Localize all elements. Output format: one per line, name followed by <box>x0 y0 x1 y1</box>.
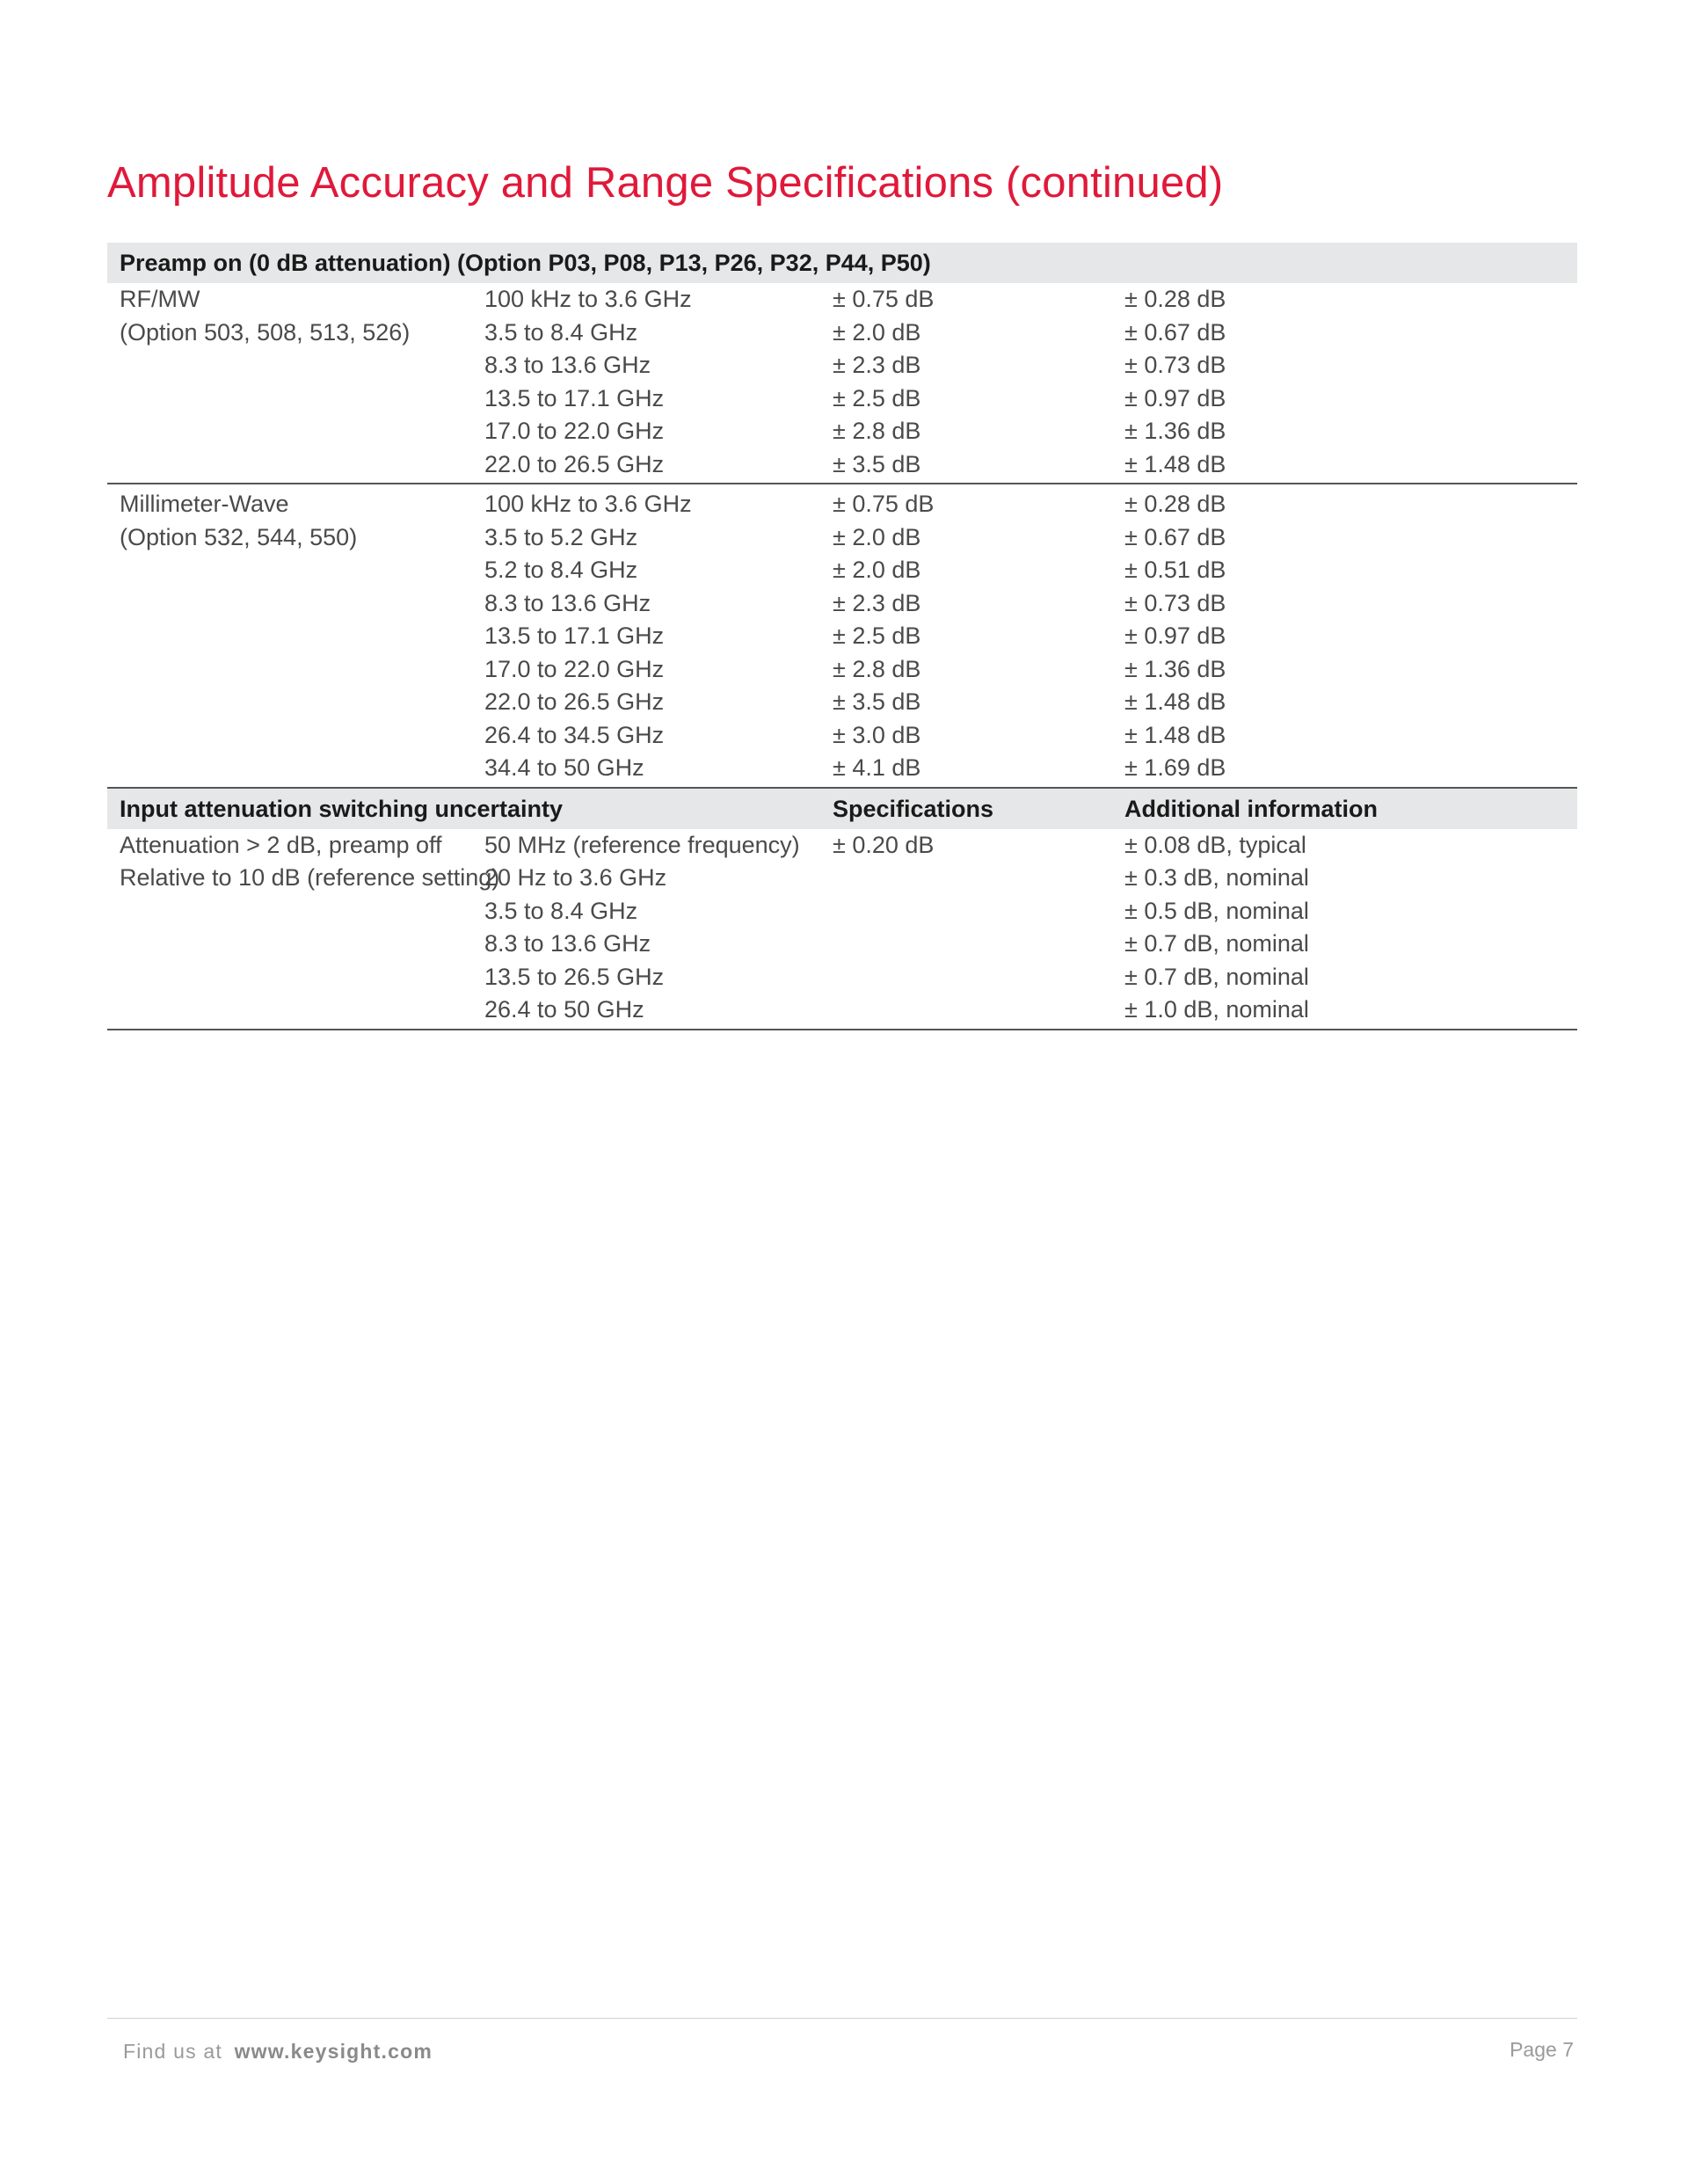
specifications-table-body <box>107 243 1577 1030</box>
table-cell: ± 0.7 dB, nominal <box>1124 930 1309 957</box>
table-cell <box>107 448 472 484</box>
table-cell: ± 4.1 dB <box>820 752 1112 788</box>
table-row <box>107 349 1577 382</box>
table-cell <box>107 349 472 382</box>
table-row <box>107 829 1577 863</box>
section-header-row <box>107 243 1577 283</box>
table-cell <box>107 719 472 753</box>
table-cell: ± 0.28 dB <box>1124 286 1226 312</box>
table-cell: ± 0.97 dB <box>1124 622 1226 649</box>
table-cell: ± 2.5 dB <box>833 622 921 649</box>
table-row <box>107 620 1577 653</box>
table-row <box>107 719 1577 753</box>
table-cell: ± 2.0 dB <box>833 523 921 550</box>
table-cell <box>107 554 472 587</box>
table-cell <box>107 686 472 719</box>
footer-website-link[interactable]: www.keysight.com <box>234 2040 433 2063</box>
table-cell: ± 2.0 dB <box>833 318 921 346</box>
table-row <box>107 415 1577 448</box>
page-title: Amplitude Accuracy and Range Specifications (continued) <box>107 159 1224 207</box>
table-cell: ± 0.08 dB, typical <box>1124 831 1306 858</box>
footer-find-us-label: Find us at <box>123 2040 222 2063</box>
table-cell: ± 3.0 dB <box>833 721 921 748</box>
table-cell: ± 1.48 dB <box>1124 721 1226 748</box>
table-cell: ± 1.69 dB <box>1112 752 1577 788</box>
table-cell: 22.0 to 26.5 GHz <box>484 688 665 715</box>
section-header-row <box>107 788 1577 829</box>
table-cell: ± 0.75 dB <box>833 286 935 312</box>
page-number: Page 7 <box>1510 2038 1574 2061</box>
table-cell: 100 kHz to 3.6 GHz <box>484 491 692 517</box>
table-row <box>107 961 1577 994</box>
table-cell: 100 kHz to 3.6 GHz <box>484 286 692 312</box>
table-cell: 13.5 to 17.1 GHz <box>484 384 665 411</box>
section-header-cell: Input attenuation switching uncertainty <box>107 788 820 829</box>
table-row <box>107 587 1577 621</box>
table-row <box>107 862 1577 895</box>
table-cell: 26.4 to 34.5 GHz <box>484 721 665 748</box>
table-cell: ± 1.48 dB <box>1112 448 1577 484</box>
table-cell: ± 1.36 dB <box>1124 655 1226 682</box>
table-cell: ± 0.75 dB <box>833 491 935 517</box>
table-cell: ± 0.51 dB <box>1124 557 1226 583</box>
table-cell: 50 MHz (reference frequency) <box>484 831 800 858</box>
table-cell <box>107 994 472 1030</box>
table-cell <box>820 961 1112 994</box>
table-cell: ± 2.0 dB <box>833 557 921 583</box>
footer-divider <box>107 2018 1577 2019</box>
table-cell: ± 2.8 dB <box>833 418 921 444</box>
table-cell: 5.2 to 8.4 GHz <box>484 557 638 583</box>
table-row <box>107 686 1577 719</box>
table-cell: ± 0.97 dB <box>1124 384 1226 411</box>
table-cell <box>107 895 472 928</box>
table-cell: 3.5 to 5.2 GHz <box>484 523 638 550</box>
table-cell: 20 Hz to 3.6 GHz <box>484 864 667 891</box>
table-cell <box>107 587 472 621</box>
table-cell: 34.4 to 50 GHz <box>472 752 820 788</box>
table-cell <box>820 862 1112 895</box>
table-row <box>107 484 1577 521</box>
table-cell: ± 0.73 dB <box>1124 352 1226 378</box>
table-cell: Attenuation > 2 dB, preamp off <box>120 831 442 858</box>
table-cell: ± 1.0 dB, nominal <box>1112 994 1577 1030</box>
table-cell <box>107 620 472 653</box>
table-cell: 3.5 to 8.4 GHz <box>484 318 638 346</box>
table-cell: 8.3 to 13.6 GHz <box>484 589 651 616</box>
table-row <box>107 653 1577 687</box>
table-cell: 3.5 to 8.4 GHz <box>484 897 638 924</box>
table-cell: RF/MW <box>120 286 200 312</box>
table-cell: 8.3 to 13.6 GHz <box>484 352 651 378</box>
table-row <box>107 554 1577 587</box>
table-cell: ± 0.28 dB <box>1124 491 1226 517</box>
table-cell: ± 2.5 dB <box>833 384 921 411</box>
table-cell: ± 0.7 dB, nominal <box>1124 963 1309 990</box>
table-cell <box>820 928 1112 961</box>
table-row <box>107 283 1577 317</box>
table-row <box>107 994 1577 1030</box>
table-cell <box>107 653 472 687</box>
footer-contact <box>123 2040 433 2064</box>
table-cell: 17.0 to 22.0 GHz <box>484 418 665 444</box>
section-header-cell: Preamp on (0 dB attenuation) (Option P03, P08, P13, P26, P32, P44, P50) <box>107 243 1577 283</box>
table-row <box>107 382 1577 416</box>
table-cell <box>107 415 472 448</box>
table-cell: ± 3.5 dB <box>833 688 921 715</box>
table-row <box>107 317 1577 350</box>
table-cell: ± 2.3 dB <box>833 352 921 378</box>
table-cell: 8.3 to 13.6 GHz <box>484 930 651 957</box>
table-cell: ± 0.20 dB <box>833 831 935 858</box>
table-cell: 26.4 to 50 GHz <box>472 994 820 1030</box>
table-row <box>107 928 1577 961</box>
table-cell: ± 1.36 dB <box>1124 418 1226 444</box>
table-cell: 17.0 to 22.0 GHz <box>484 655 665 682</box>
table-cell: ± 3.5 dB <box>820 448 1112 484</box>
table-cell: ± 0.67 dB <box>1124 318 1226 346</box>
table-cell: (Option 532, 544, 550) <box>120 523 358 550</box>
table-cell <box>107 928 472 961</box>
table-cell <box>820 895 1112 928</box>
table-cell: 13.5 to 26.5 GHz <box>484 963 665 990</box>
table-cell: ± 2.3 dB <box>833 589 921 616</box>
table-row <box>107 448 1577 484</box>
table-cell: ± 0.73 dB <box>1124 589 1226 616</box>
table-cell <box>107 752 472 788</box>
table-cell: Millimeter-Wave <box>120 491 289 517</box>
table-cell: (Option 503, 508, 513, 526) <box>120 318 411 346</box>
table-cell: 13.5 to 17.1 GHz <box>484 622 665 649</box>
table-cell: ± 1.48 dB <box>1124 688 1226 715</box>
table-cell: Relative to 10 dB (reference setting) <box>120 864 500 891</box>
table-row <box>107 521 1577 555</box>
table-cell <box>820 994 1112 1030</box>
table-cell: ± 0.5 dB, nominal <box>1124 897 1309 924</box>
table-cell: ± 0.67 dB <box>1124 523 1226 550</box>
specifications-table <box>107 243 1577 1030</box>
table-cell: ± 2.8 dB <box>833 655 921 682</box>
table-cell: 22.0 to 26.5 GHz <box>472 448 820 484</box>
table-cell <box>107 382 472 416</box>
section-header-cell: Additional information <box>1112 788 1577 829</box>
table-row <box>107 752 1577 788</box>
table-row <box>107 895 1577 928</box>
section-header-cell: Specifications <box>820 788 1112 829</box>
table-cell <box>107 961 472 994</box>
table-cell: ± 0.3 dB, nominal <box>1124 864 1309 891</box>
